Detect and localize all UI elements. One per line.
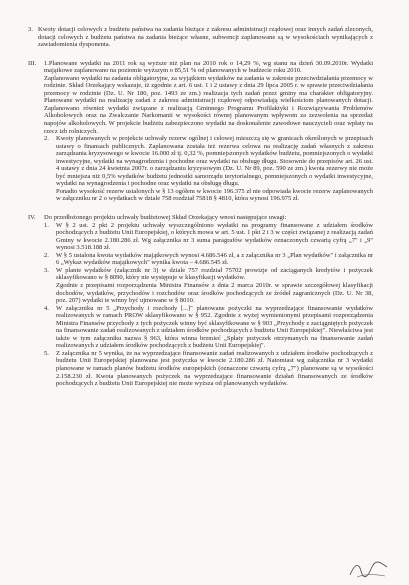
item-number: 2. <box>44 251 49 259</box>
section-iv-intro: Do przedłożonego projektu uchwały budżetowej Skład Orzekający wnosi następujące uwagi: <box>44 214 287 222</box>
item-text: W załączniku nr 5 „Przychody i rozchody [...]" planowane pożyczki na wyprzedzające finansowanie wydatków realizowanych w ramach PROW sklasyfikowano w § 952. Zgodnie z wyżej wymienionymi przepisami rozporządzenia Ministra Finansów przychody z tych pożyczek winny być sklasyfikowane w § 903 „Przychody z zaciągniętych pożyczek na finansowanie zadań realizowanych z udziałem środków pochodzących z budżetu Unii Europejskiej". Niewłaściwa jest także w tym załączniku nazwa § 963, która winna brzmieć „Spłaty pożyczek otrzymanych na finansowanie zadań realizowanych z udziałem środków pochodzących z budżetu Unii Europejskiej". <box>56 304 373 350</box>
list-item <box>44 282 373 305</box>
item-text: W § 5 ustalona kwota wydatków majątkowych wynosi 4.686.546 zł, a z załącznika nr 3 „Plan wydatków" i załącznika nr 6 „Wykaz wydatków majątkowych" wynika kwota – 4.686.545 zł. <box>56 251 373 267</box>
section-number: III. <box>28 59 37 67</box>
handwritten-signature <box>347 559 391 581</box>
item-number: 5. <box>44 349 49 357</box>
item-text-continued: Ponadto wysokość rezerw ustalonych w § 13 ogółem w kwocie 196.375 zł nie odpowiada kwocie rezerw zaplanowanych w załączniku nr 2 o wydatkach w dziale 758 rozdział 75818 § 4810, która wynosi 196.975 zł. <box>56 187 373 203</box>
section-iii-paragraph-1: 1.Planowane wydatki na 2011 rok są wyższe niż plan na 2010 rok o 14,29 %, wg stanu na dzień 30.09.2010r. Wydatki majątkowe zaplanowano na poziomie wyższym o 85,51 % od planowanych w budżecie roku 2010. <box>44 59 373 75</box>
list-item <box>44 350 373 388</box>
item-text: W planie wydatków (załącznik nr 3) w dziale 757 rozdział 75702 prowizje od zaciąganych kredytów i pożyczek sklasyfikowano w § 8090, który nie występuje w klasyfikacji wydatków. <box>56 266 373 282</box>
list-item <box>44 222 373 252</box>
item-number <box>44 282 56 305</box>
list-item <box>44 252 373 267</box>
section-iii-item-2 <box>44 135 373 203</box>
section-iii-paragraph-2: Zaplanowano wydatki na zadania obligatoryjne, za wyjątkiem wydatków na zadania w zakresie przeciwdziałania przemocy w rodzinie. Skład Orzekający wskazuje, iż zgodnie z art. 6 ust. 1 i 2 ustawy z dnia 29 lipca 2005 r. w sprawie przeciwdziałania przemocy w rodzinie (Dz. U. Nr 180, poz. 1493 ze zm.) realizacja tych zadań przez gminy ma charakter obligatoryjny. Planowane wydatki na realizację zadań z zakresu administracji rządowej odpowiadają wielkościom planowanych dotacji. Zaplanowano również wydatki związane z realizacją Gminnego Programu Profilaktyki i Rozwiązywania Problemów Alkoholowych oraz na Zwalczanie Narkomanii w wysokości równej planowanym wpływom za zezwolenia na sprzedaż napojów alkoholowych. W projekcie budżetu zabezpieczono wydatki na doskonalenie zawodowe nauczycieli oraz wpłaty na rzecz izb rolniczych. <box>44 74 373 135</box>
item-number: 1. <box>44 221 49 229</box>
item-text: Kwoty planowanych w projekcie uchwały rezerw ogólnej i celowej mieszczą się w granicach określonych w przepisach ustawy o finansach publicznych. Zaplanowana została też rezerwa celowa na realizację zadań własnych z zakresu zarządzania kryzysowego w kwocie 16.000 zł tj. 0,32 %, pomniejszonych wydatków budżetu, pomniejszonych o wydatki inwestycyjne, wydatki na wynagrodzenia i pochodne oraz wydatki na obsługę długu. Stosownie do przepisów art. 26 ust. 4 ustawy z dnia 24 kwietnia 2007r. o zarządzaniu kryzysowym (Dz. U. Nr 89, poz. 590 ze zm.) kwota rezerwy nie może być mniejsza niż 0,5% wydatków budżetu jednostki samorządu terytorialnego, pomniejszonych o wydatki inwestycyjne, wydatki na wynagrodzenia i pochodne oraz wydatki na obsługę długu. <box>56 135 373 188</box>
section-iii <box>24 60 373 203</box>
item-number: 3. <box>44 266 49 274</box>
item-number: 4. <box>44 304 49 312</box>
item-number: 2. <box>44 135 49 143</box>
item-text: Z załącznika nr 5 wynika, że na wyprzedzające finansowanie zadań realizowanych z udziałem środków pochodzących z budżetu Unii Europejskiej planowana jest pożyczka w kwocie 2.180.286 zł. Natomiast wg załącznika nr 3 wydatki planowane w ramach planów budżetu środków europejskich (oznaczone czwartą cyfrą „7") planowane są w wysokości 2.158.230 zł. Kwota planowanych pożyczek na wyprzedzające finansowanie działań finansowanych ze środków pochodzących z budżetu Unii Europejskiej nie może wyższa od planowanych wydatków. <box>56 349 373 388</box>
item-text: Zgodnie z przepisami rozporządzenia Ministra Finansów z dnia 2 marca 2010r. w sprawie szczegółowej klasyfikacji dochodów, wydatków, przychodów i rozchodów oraz środków pochodzących ze źródeł zagranicznych (Dz. U. Nr 38, poz. 207) wydatki te winny być ujmowane w § 8010. <box>56 281 373 305</box>
list-item <box>44 267 373 282</box>
item-number: 3. <box>28 26 33 33</box>
section-iv <box>24 214 373 388</box>
list-item <box>44 305 373 350</box>
item-text: Kwoty dotacji celowych z budżetu państwa na zadania bieżące z zakresu administracji rządowej oraz innych zadań zleconych, dotacji celowych z budżetu państwa na zadania bieżące własne, subwencji zaplanowane są w wysokościach wynikających z zawiadomienia dysponenta. <box>38 26 373 49</box>
paragraph-item-3 <box>28 26 373 49</box>
item-text: W § 2 ust. 2 pkt 2 projektu uchwały wyszczególniono wydatki na programy finansowane z udziałem środków pochodzących z budżetu Unii Europejskiej, o których mowa w art. 5 ust. 1 pkt 2 i 3 w części związanej z realizacją zadań Gminy w kwocie 2.180.286 zł. Wg załącznika nr 3 suma paragrafów wydatków oznaczonych czwartą cyfrą „7" i „9" wynosi 3.518.188 zł. <box>56 221 373 252</box>
section-number: IV. <box>28 214 36 222</box>
